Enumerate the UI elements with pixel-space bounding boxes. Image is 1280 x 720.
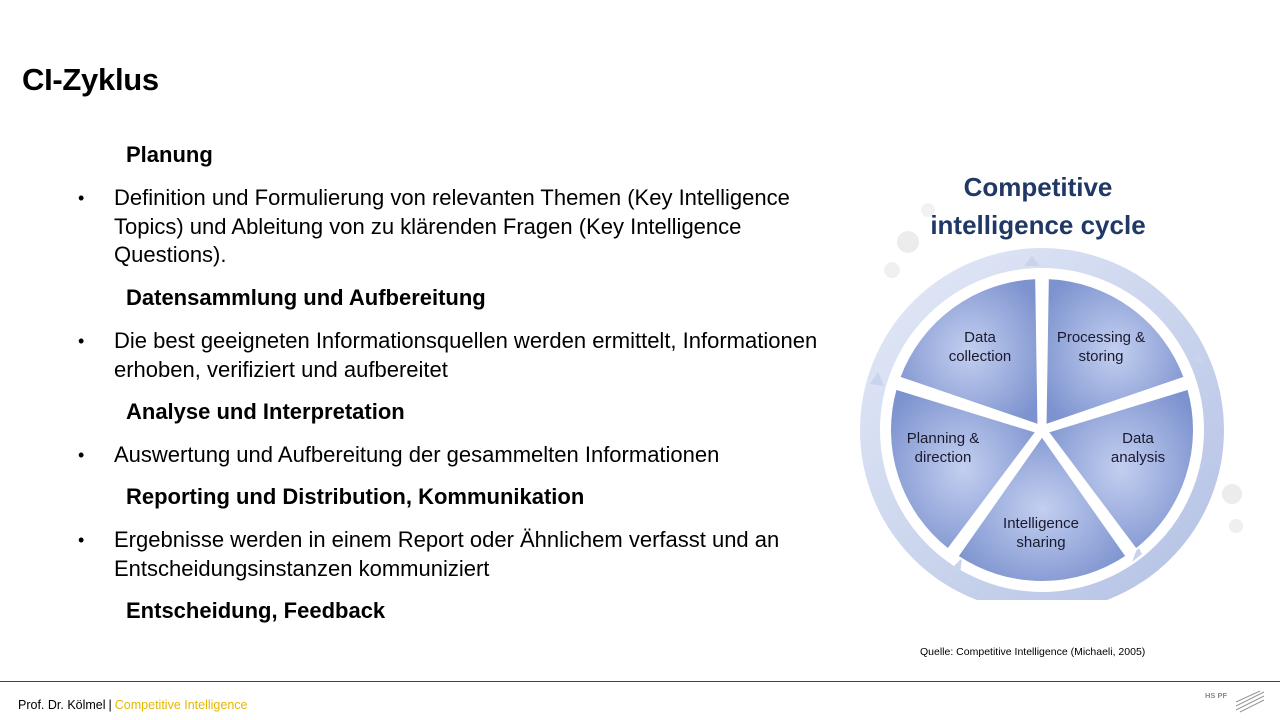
bullet-text: Auswertung und Aufbereitung der gesammelten Informationen bbox=[114, 442, 720, 467]
segment-label-data-analysis-1: Data bbox=[1122, 430, 1154, 447]
segment-label-data-collection-2: collection bbox=[948, 348, 1012, 365]
bullet-dot: • bbox=[78, 188, 85, 208]
ci-cycle-diagram bbox=[856, 160, 1256, 600]
bullet-reporting bbox=[78, 526, 818, 583]
section-heading-analyse: Analyse und Interpretation bbox=[126, 399, 405, 424]
logo-text: HS PF bbox=[1205, 691, 1228, 700]
slide-title: CI-Zyklus bbox=[22, 62, 159, 97]
source-note: Quelle: Competitive Intelligence (Michaeli, 2005) bbox=[920, 646, 1146, 658]
footer-author: Prof. Dr. Kölmel bbox=[18, 698, 106, 712]
decor-bubble bbox=[897, 231, 919, 253]
diagram-title-line2: intelligence cycle bbox=[930, 210, 1146, 240]
segment-label-sharing-2: sharing bbox=[1016, 534, 1066, 551]
bullet-dot: • bbox=[78, 530, 85, 550]
segment-label-planning-2: direction bbox=[914, 449, 972, 466]
section-heading-reporting: Reporting und Distribution, Kommunikation bbox=[126, 484, 585, 509]
segment-label-processing-1: Processing & bbox=[1056, 329, 1146, 346]
bullet-text: Ergebnisse werden in einem Report oder Ähnlichem verfasst und an Entscheidungsinstanzen kommuniziert bbox=[114, 527, 780, 581]
decor-bubble bbox=[1229, 519, 1243, 533]
segment-label-sharing-1: Intelligence bbox=[1003, 515, 1079, 532]
segment-label-processing-2: storing bbox=[1078, 348, 1124, 365]
segment-label-planning-1: Planning & bbox=[906, 430, 980, 447]
section-heading-entscheidung: Entscheidung, Feedback bbox=[126, 598, 386, 623]
logo-lines-icon bbox=[1204, 690, 1268, 714]
segment-label-data-analysis-2: analysis bbox=[1110, 449, 1166, 466]
decor-bubble bbox=[1222, 484, 1242, 504]
bullet-analyse bbox=[78, 441, 818, 470]
bullet-planung bbox=[78, 184, 818, 270]
segment-label-data-collection-1: Data bbox=[964, 329, 996, 346]
bullet-text: Definition und Formulierung von relevanten Themen (Key Intelligence Topics) und Ableitung von zu klärenden Fragen (Key Intelligence Questions). bbox=[114, 185, 790, 267]
bullet-dot: • bbox=[78, 445, 85, 465]
footer bbox=[18, 698, 248, 712]
hs-pf-logo bbox=[1204, 690, 1268, 714]
diagram-title-line1: Competitive bbox=[963, 172, 1113, 202]
footer-divider bbox=[0, 681, 1280, 682]
decor-bubble bbox=[884, 262, 900, 278]
section-heading-datensammlung: Datensammlung und Aufbereitung bbox=[126, 285, 486, 310]
bullet-datensammlung bbox=[78, 327, 818, 384]
bullet-dot: • bbox=[78, 331, 85, 351]
section-heading-planung: Planung bbox=[126, 142, 213, 167]
bullet-text: Die best geeigneten Informationsquellen werden ermittelt, Informationen erhoben, verifiziert und aufbereitet bbox=[114, 328, 818, 382]
footer-separator: | bbox=[108, 698, 112, 712]
footer-course: Competitive Intelligence bbox=[114, 698, 248, 712]
